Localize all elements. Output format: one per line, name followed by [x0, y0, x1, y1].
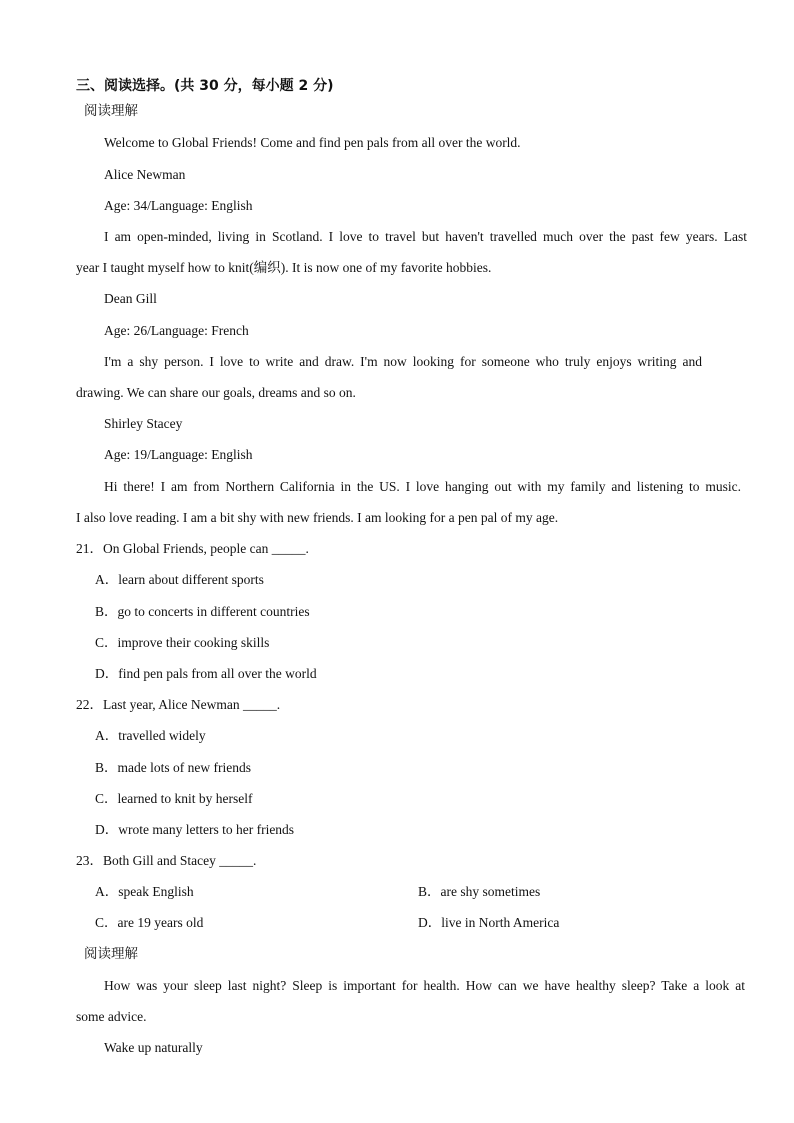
answer-option[interactable]: A．learn about different sports [95, 572, 264, 587]
passage-label: 阅读理解 [84, 946, 138, 962]
question-stem: 22．Last year, Alice Newman _____. [76, 697, 281, 712]
answer-option[interactable]: C．improve their cooking skills [95, 635, 270, 650]
passage-intro: Welcome to Global Friends! Come and find pen pals from all over the world. [104, 135, 521, 150]
profile-name: Shirley Stacey [104, 416, 183, 431]
answer-option[interactable]: D．wrote many letters to her friends [95, 822, 295, 837]
question-stem: 21．On Global Friends, people can _____. [76, 541, 309, 556]
answer-option[interactable]: B．made lots of new friends [95, 760, 251, 775]
answer-option[interactable]: D．live in North America [418, 915, 560, 930]
answer-option[interactable]: A．travelled widely [95, 728, 206, 743]
passage-text: some advice. [76, 1009, 147, 1024]
profile-info: Age: 26/Language: French [104, 323, 249, 338]
answer-option[interactable]: C．learned to knit by herself [95, 791, 253, 806]
question-stem: 23．Both Gill and Stacey _____. [76, 853, 257, 868]
profile-text: year I taught myself how to knit(编织). It is now one of my favorite hobbies. [76, 260, 492, 275]
answer-option[interactable]: B．are shy sometimes [418, 884, 541, 899]
passage-label: 阅读理解 [84, 103, 138, 119]
profile-name: Alice Newman [104, 167, 186, 182]
profile-text: drawing. We can share our goals, dreams and so on. [76, 385, 356, 400]
answer-option[interactable]: B．go to concerts in different countries [95, 604, 310, 619]
answer-option[interactable]: D．find pen pals from all over the world [95, 666, 317, 681]
profile-text: I am open-minded, living in Scotland. I love to travel but haven't travelled much over the past few years. Last [104, 229, 747, 244]
profile-info: Age: 34/Language: English [104, 198, 253, 213]
profile-text: I also love reading. I am a bit shy with new friends. I am looking for a pen pal of my age. [76, 510, 559, 525]
profile-text: Hi there! I am from Northern California in the US. I love hanging out with my family and listening to music. [104, 479, 741, 494]
answer-option[interactable]: C．are 19 years old [95, 915, 204, 930]
profile-text: I'm a shy person. I love to write and draw. I'm now looking for someone who truly enjoys writing and [104, 354, 702, 369]
profile-name: Dean Gill [104, 291, 157, 306]
answer-option[interactable]: A．speak English [95, 884, 194, 899]
profile-info: Age: 19/Language: English [104, 447, 253, 462]
section-title: 三、阅读选择。(共 30 分，每小题 2 分) [76, 78, 334, 94]
passage-text: How was your sleep last night? Sleep is important for health. How can we have healthy sleep? Take a look at [104, 978, 745, 993]
passage-subhead: Wake up naturally [104, 1040, 203, 1055]
